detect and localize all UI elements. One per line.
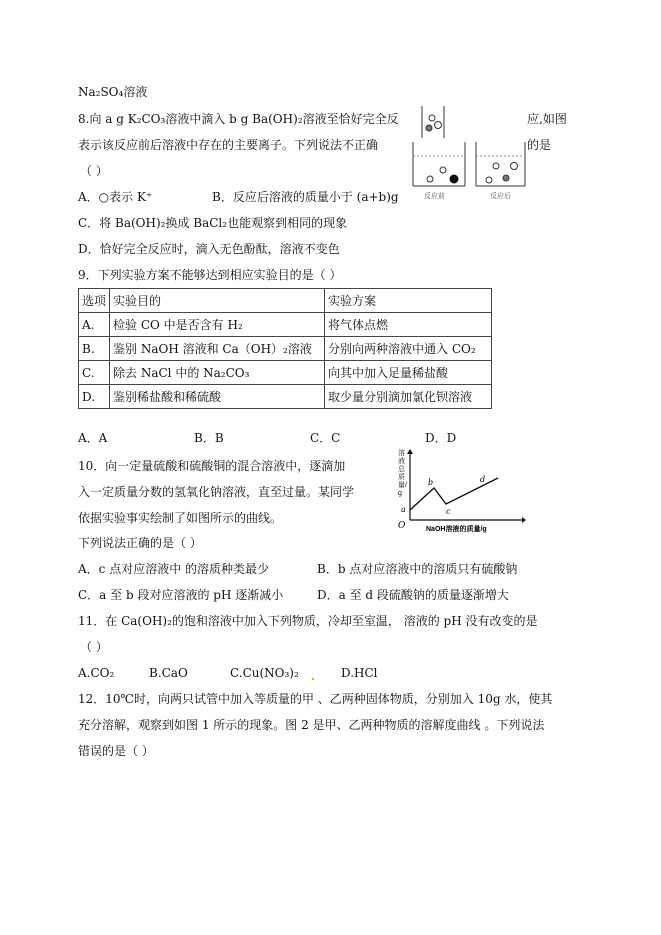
- q10-option-c: C．a 至 b 段对应溶液的 pH 逐渐减小: [78, 588, 284, 602]
- ion-circle: [426, 125, 432, 131]
- q9-option-a: A．A: [78, 431, 108, 445]
- q11-option-a: A.CO₂: [78, 666, 115, 680]
- q11-answer-blank: （ ）: [80, 640, 108, 654]
- table-header-cell: 实验目的: [110, 289, 325, 313]
- q9-option-d: D．D: [425, 431, 457, 445]
- q9-table: [78, 288, 492, 409]
- y-axis-label: 溶液总质量/g: [398, 450, 407, 497]
- ion-circle: [493, 163, 499, 169]
- table-cell: C.: [79, 361, 110, 385]
- point-label-b: b: [428, 478, 434, 487]
- table-header-cell: 选项: [79, 289, 110, 313]
- q8-option-d: D．恰好完全反应时，滴入无色酚酞，溶液不变色: [78, 242, 340, 256]
- q10-stem-line2: 入一定质量分数的氢氧化钠溶液，直至过量。某同学: [78, 485, 355, 499]
- label-before: 反应前: [424, 193, 445, 200]
- table-cell: A.: [79, 313, 110, 337]
- ion-circle: [450, 175, 458, 183]
- label-after: 反应后: [490, 193, 511, 200]
- dropper-tube: [422, 106, 444, 138]
- ion-circle: [435, 122, 442, 129]
- q9-option-b: B．B: [194, 431, 224, 445]
- q9-option-c: C．C: [310, 431, 341, 445]
- point-label-a: a: [401, 505, 406, 514]
- q10-stem-line4: 下列说法正确的是（ ）: [78, 536, 202, 550]
- q8-option-c: C．将 Ba(OH)₂换成 BaCl₂也能观察到相同的现象: [78, 216, 348, 230]
- q11-option-c: C.Cu(NO₃)₂: [230, 666, 299, 680]
- table-cell: 将气体点燃: [325, 313, 492, 337]
- q10-option-b: B．b 点对应溶液中的溶质只有硫酸钠: [317, 562, 518, 576]
- q10-option-a: A．c 点对应溶液中 的溶质种类最少: [78, 562, 270, 576]
- table-cell: 检验 CO 中是否含有 H₂: [110, 313, 325, 337]
- header-text: Na₂SO₄溶液: [78, 85, 148, 99]
- q8-stem-line2: 表示该反应前后溶液中存在的主要离子。下列说法不正确: [78, 138, 379, 152]
- table-cell: 取少量分别滴加氯化钡溶液: [325, 385, 492, 409]
- y-axis-arrow-icon: [407, 449, 413, 454]
- table-cell: D.: [79, 385, 110, 409]
- q11-stem: 11．在 Ca(OH)₂的饱和溶液中加入下列物质，冷却至室温， 溶液的 pH 没有改变的是: [78, 614, 538, 628]
- table-cell: 鉴别稀盐酸和稀硫酸: [110, 385, 325, 409]
- q10-stem-line3: 依据实验事实绘制了如图所示的曲线。: [78, 511, 283, 525]
- ion-circle: [511, 163, 518, 170]
- table-cell: 除去 NaCl 中的 Na₂CO₃: [110, 361, 325, 385]
- q8-reaction-figure: [410, 104, 528, 202]
- ion-circle: [503, 175, 509, 181]
- table-cell: B.: [79, 337, 110, 361]
- table-cell: 向其中加入足量稀盐酸: [325, 361, 492, 385]
- q8-stem-line1-end: 应,如图: [527, 112, 567, 126]
- table-row: [79, 313, 492, 337]
- q12-stem-line3: 错误的是（ ）: [78, 744, 154, 758]
- table-header-cell: 实验方案: [325, 289, 492, 313]
- point-label-d: d: [480, 475, 486, 484]
- stray-mark: [312, 678, 314, 680]
- q10-option-d: D．a 至 d 段硫酸钠的质量逐渐增大: [317, 588, 509, 602]
- q8-option-b: B．反应后溶液的质量小于 (a+b)g: [212, 190, 399, 204]
- origin-label: O: [398, 521, 406, 531]
- table-row: [79, 361, 492, 385]
- q11-option-b: B.CaO: [149, 666, 188, 680]
- x-axis-label: NaOH溶液的质量/g: [426, 526, 487, 533]
- q10-graph: [396, 448, 526, 534]
- x-axis-arrow-icon: [522, 517, 526, 523]
- table-row: [79, 289, 492, 313]
- ion-circle: [486, 177, 492, 183]
- ion-circle: [440, 167, 446, 173]
- table-row: [79, 385, 492, 409]
- q8-option-a: A．○表示 K⁺: [78, 190, 153, 204]
- beaker-after: [476, 142, 525, 186]
- table-cell: 鉴别 NaOH 溶液和 Ca（OH）₂溶液: [110, 337, 325, 361]
- q9-stem: 9．下列实验方案不能够达到相应实验目的是（ ）: [78, 268, 342, 282]
- table-row: [79, 337, 492, 361]
- q8-stem-line1: 8.向 a g K₂CO₃溶液中滴入 b g Ba(OH)₂溶液至恰好完全反: [78, 112, 399, 126]
- ion-circle: [427, 176, 433, 182]
- q11-option-d: D.HCl: [341, 666, 378, 680]
- q8-stem-line2-end: 的是: [527, 138, 552, 152]
- q12-stem-line2: 充分溶解，观察到如图 1 所示的现象。图 2 是甲、乙两种物质的溶解度曲线 。下列说法: [78, 718, 545, 732]
- point-label-c: c: [446, 507, 451, 516]
- q10-stem-line1: 10．向一定量硫酸和硫酸铜的混合溶液中，逐滴加: [78, 459, 346, 473]
- q8-answer-blank: （ ）: [80, 164, 108, 178]
- table-cell: 分别向两种溶液中通入 CO₂: [325, 337, 492, 361]
- ion-circle: [429, 115, 435, 121]
- q12-stem-line1: 12．10℃时，向两只试管中加入等质量的甲 、乙两种固体物质，分别加入 10g 水，使其: [78, 692, 553, 706]
